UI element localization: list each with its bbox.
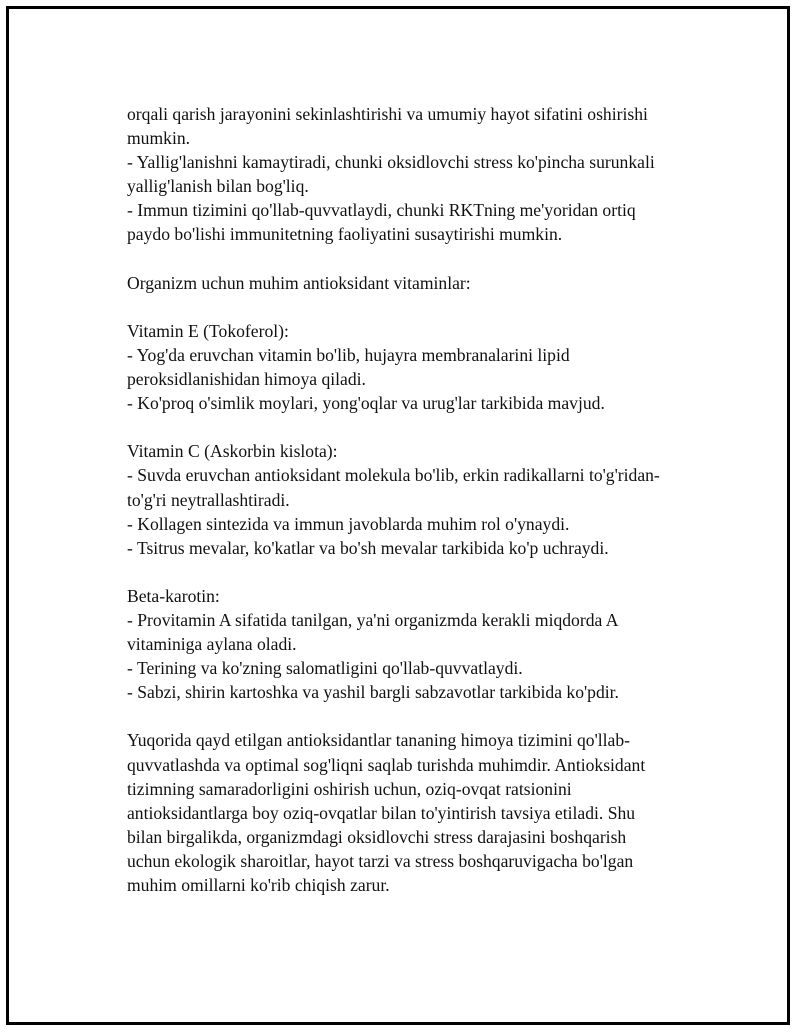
text-line: - Sabzi, shirin kartoshka va yashil bargli sabzavotlar tarkibida ko'pdir. <box>127 682 619 703</box>
paragraph-gap <box>127 415 697 439</box>
paragraph-gap <box>127 704 697 728</box>
text-line: Yuqorida qayd etilgan antioksidantlar tananing himoya tizimini qo'llab- <box>127 730 631 751</box>
vitamin-heading: Vitamin E (Tokoferol): <box>127 320 289 341</box>
text-line: quvvatlashda va optimal sog'liqni saqlab turishda muhimdir. Antioksidant <box>127 754 646 775</box>
text-line: - Yallig'lanishni kamaytiradi, chunki oksidlovchi stress ko'pincha surunkali <box>127 152 655 173</box>
text-line: bilan birgalikda, organizmdagi oksidlovchi stress darajasini boshqarish <box>127 826 627 847</box>
vitamin-heading: Beta-karotin: <box>127 585 220 606</box>
text-line: peroksidlanishidan himoya qiladi. <box>127 369 366 390</box>
text-line: - Kollagen sintezida va immun javoblarda muhim rol o'ynaydi. <box>127 513 570 534</box>
text-line: tizimning samaradorligini oshirish uchun, oziq-ovqat ratsionini <box>127 778 572 799</box>
text-line: - Terining va ko'zning salomatligini qo'llab-quvvatlaydi. <box>127 658 523 679</box>
text-line: orqali qarish jarayonini sekinlashtirishi va umumiy hayot sifatini oshirishi <box>127 104 648 124</box>
text-line: - Provitamin A sifatida tanilgan, ya'ni organizmda kerakli miqdorda A <box>127 609 619 630</box>
text-line: - Immun tizimini qo'llab-quvvatlaydi, chunki RKTning me'yoridan ortiq <box>127 200 636 221</box>
text-line: paydo bo'lishi immunitetning faoliyatini susaytirishi mumkin. <box>127 224 563 245</box>
document-body <box>127 102 697 897</box>
section-heading: Organizm uchun muhim antioksidant vitaminlar: <box>127 272 471 293</box>
text-line: vitaminiga aylana oladi. <box>127 634 297 655</box>
text-line: uchun ekologik sharoitlar, hayot tarzi va stress boshqaruvigacha bo'lgan <box>127 850 634 871</box>
vitamin-heading: Vitamin C (Askorbin kislota): <box>127 441 338 462</box>
text-line: - Ko'proq o'simlik moylari, yong'oqlar va urug'lar tarkibida mavjud. <box>127 393 605 414</box>
text-line: mumkin. <box>127 128 191 149</box>
text-line: muhim omillarni ko'rib chiqish zarur. <box>127 875 390 895</box>
text-line: - Suvda eruvchan antioksidant molekula bo'lib, erkin radikallarni to'g'ridan- <box>127 465 660 486</box>
text-line: - Yog'da eruvchan vitamin bo'lib, hujayra membranalarini lipid <box>127 344 570 365</box>
paragraph-gap <box>127 560 697 584</box>
page-frame <box>6 6 790 1025</box>
text-line: - Tsitrus mevalar, ko'katlar va bo'sh mevalar tarkibida ko'p uchraydi. <box>127 537 609 558</box>
paragraph-gap <box>127 295 697 319</box>
text-line: yallig'lanish bilan bog'liq. <box>127 176 309 197</box>
text-line: to'g'ri neytrallashtiradi. <box>127 489 290 510</box>
paragraph-gap <box>127 247 697 271</box>
text-line: antioksidantlarga boy oziq-ovqatlar bilan to'yintirish tavsiya etiladi. Shu <box>127 802 636 823</box>
